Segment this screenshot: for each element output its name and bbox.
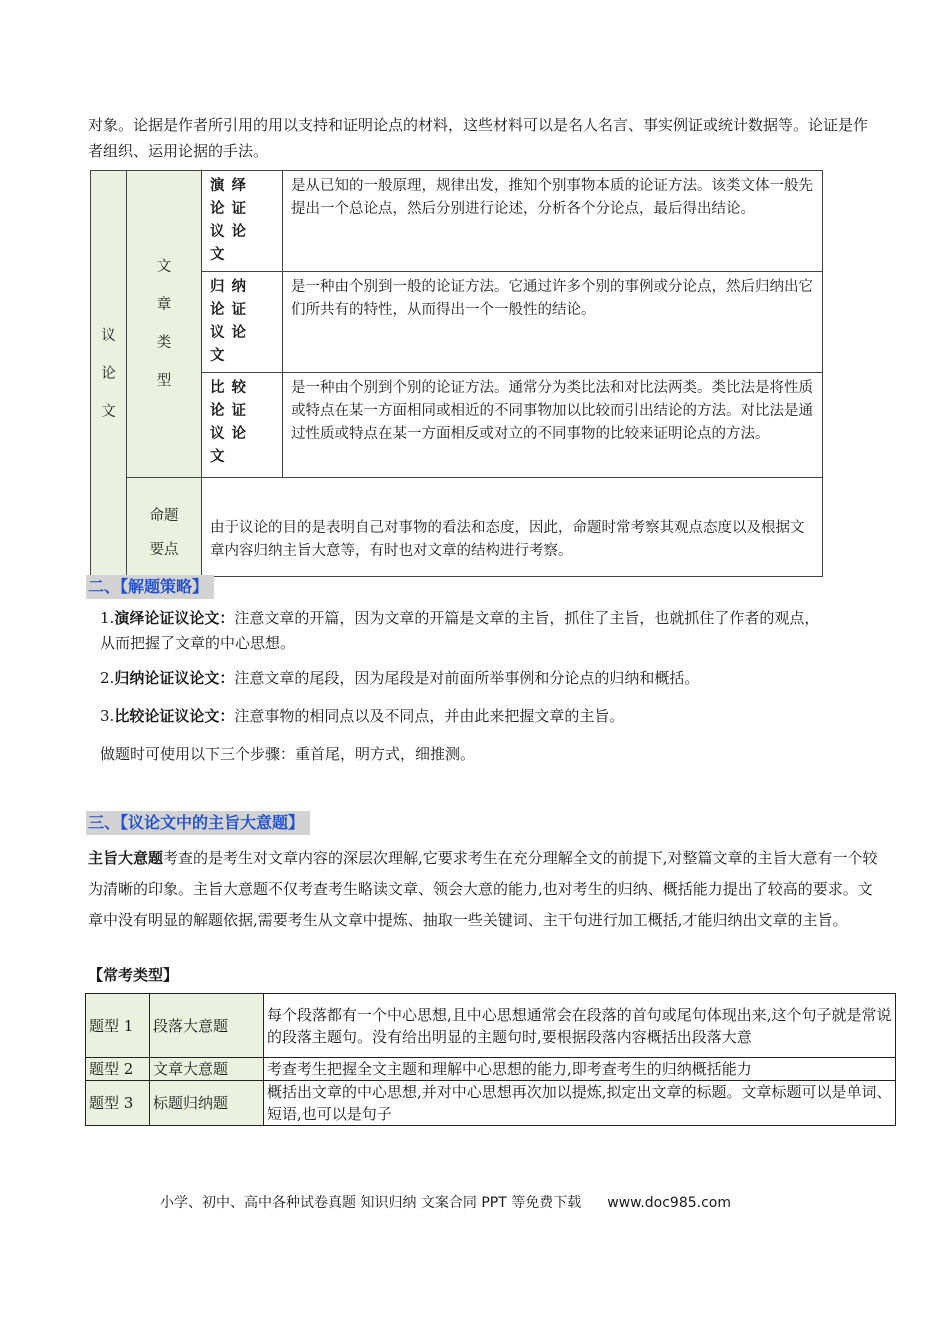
item-term: 演绎论证议论文： [114,609,235,627]
desc-cell: 是一种由个别到一般的论证方法。它通过许多个别的事例或分论点，然后归纳出它们所共有的特性，从而得出一个一般性的结论。 [283,272,823,373]
strategy-item [100,704,830,729]
term-cell: 比较论证议论文 [202,373,283,478]
common-types-heading: 【常考类型】 [88,966,179,984]
essay-types-table [90,170,823,577]
item-text: 注意文章的尾段，因为尾段是对前面所举事例和分论点的归纳和概括。 [234,669,700,687]
type-label-char: 章 [156,297,172,313]
section-heading-strategy: 二、【解题策略】 [86,575,214,599]
key-label-line: 要点 [149,541,179,558]
type-label-char: 类 [156,335,172,351]
main-idea-text: 考查的是考生对文章内容的深层次理解,它要求考生在充分理解全文的前提下,对整篇文章的主旨大意有一个较为清晰的印象。主旨大意题不仅考查考生略读文章、领会大意的能力,也对考生的归纳、概括能力提出了较高的要求。文章中没有明显的解题依据,需要考生从文章中提炼、抽取一些关键词、主干句进行加工概括,才能归纳出文章的主旨。 [88,849,878,929]
item-number: 2. [100,669,115,687]
item-term: 归纳论证议论文： [114,669,235,687]
desc-cell: 是一种由个别到个别的论证方法。通常分为类比法和对比法两类。类比法是将性质或特点在某一方面相同或相近的不同事物加以比较而引出结论的方法。对比法是通过性质或特点在某一方面相反或对立的不同事物的比较来证明论点的方法。 [283,373,823,478]
main-idea-term: 主旨大意题 [88,849,164,867]
type-name-cell: 标题归纳题 [150,1081,264,1126]
type-desc-cell: 每个段落都有一个中心思想,且中心思想通常会在段落的首句或尾句体现出来,这个句子就是常说的段落主题句。没有给出明显的主题句时,要根据段落内容概括出段落大意 [264,994,896,1058]
type-desc-cell: 概括出文章的中心思想,并对中心思想再次加以提炼,拟定出文章的标题。文章标题可以是单词、短语,也可以是句子 [264,1081,896,1126]
category-cell [91,171,127,577]
main-idea-paragraph [88,843,878,936]
key-label-line: 命题 [149,507,179,524]
category-char: 文 [101,403,116,420]
type-id-cell: 题型 2 [86,1058,150,1081]
type-id-cell: 题型 1 [86,994,150,1058]
intro-paragraph: 对象。论据是作者所引用的用以支持和证明论点的材料，这些材料可以是名人名言、事实例证或统计数据等。论证是作者组织、运用论据的手法。 [88,116,869,160]
type-name-cell: 文章大意题 [150,1058,264,1081]
footer-link[interactable]: www.doc985.com [607,1195,731,1211]
type-name-cell: 段落大意题 [150,994,264,1058]
item-text: 注意事物的相同点以及不同点，并由此来把握文章的主旨。 [234,707,625,725]
key-desc-cell: 由于议论的目的是表明自己对事物的看法和态度，因此，命题时常考察其观点态度以及根据文章内容归纳主旨大意等，有时也对文章的结构进行考察。 [202,478,823,577]
category-char: 议 [101,327,116,344]
strategy-item [100,606,830,656]
footer-text: 小学、初中、高中各种试卷真题 知识归纳 文案合同 PPT 等免费下载 [160,1195,582,1211]
item-number: 1. [100,609,115,627]
type-label-char: 文 [156,259,172,275]
item-number: 3. [100,707,115,725]
section-heading-main-idea: 三、【议论文中的主旨大意题】 [86,811,310,835]
term-cell: 归纳论证议论文 [202,272,283,373]
type-id-cell: 题型 3 [86,1081,150,1126]
key-label-cell [127,478,202,577]
strategy-note: 做题时可使用以下三个步骤：重首尾，明方式，细推测。 [100,745,476,763]
footer [160,1192,731,1212]
type-desc-cell: 考查考生把握全文主题和理解中心思想的能力,即考查考生的归纳概括能力 [264,1058,896,1081]
type-label-cell [127,171,202,478]
item-term: 比较论证议论文： [114,707,235,725]
term-cell: 演绎论证议论文 [202,171,283,272]
type-label-char: 型 [156,373,172,389]
item-text: 注意文章的开篇，因为文章的开篇是文章的主旨，抓住了主旨，也就抓住了作者的观点，从而把握了文章的中心思想。 [100,609,820,652]
category-char: 论 [101,365,116,382]
strategy-item [100,666,830,691]
question-types-table [85,993,896,1126]
desc-cell: 是从已知的一般原理，规律出发，推知个别事物本质的论证方法。该类文体一般先提出一个总论点，然后分别进行论述，分析各个分论点，最后得出结论。 [283,171,823,272]
